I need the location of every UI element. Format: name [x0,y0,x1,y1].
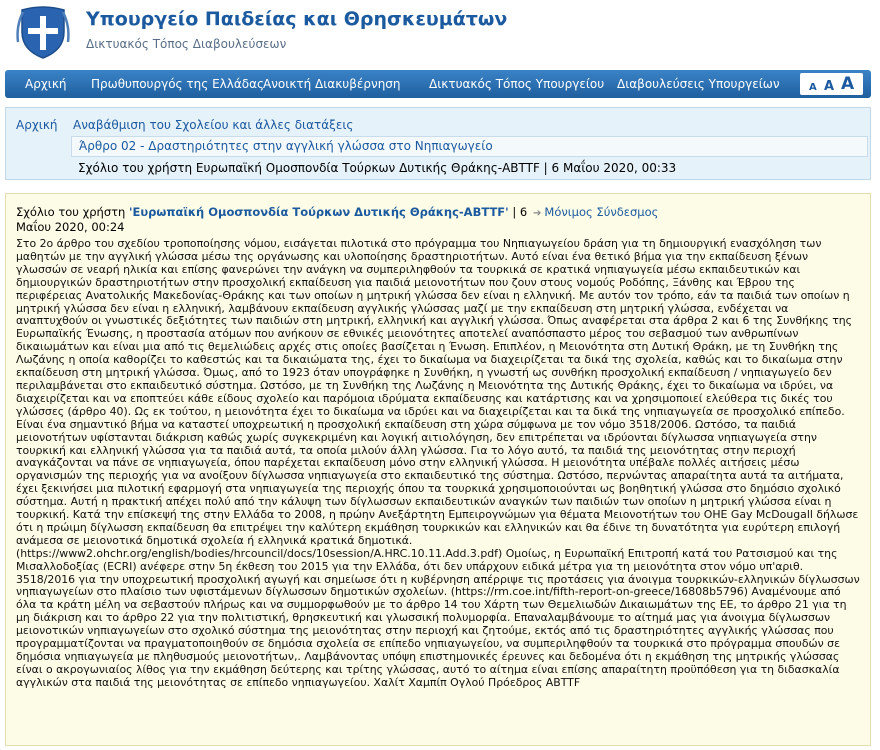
nav-open-government[interactable]: Ανοικτή Διακυβέρνηση [263,77,401,91]
breadcrumb-article-row [71,136,868,157]
site-title[interactable]: Υπουργείο Παιδείας και Θρησκευμάτων [86,8,508,30]
comment-prefix: Σχόλιο του χρήστη [16,205,129,219]
comment-panel [5,193,871,746]
comment-body: Στο 2ο άρθρο του σχεδίου τροποποίησης νόμου, εισάγεται πιλοτικά στο πρόγραμμα του Νηπιαγωγείου δράση για τη δημιουργική ενασχόληση των μαθητών με την αγγλική γλώσσα μέσω της οργάνωσης και υλοποίησης δραστηριοτήτων. Αυτό είναι ένα θετικό βήμα για την εκπαίδευση ξένων γλωσσών σε νεαρή ηλικία και επίσης φανερώνει την ανάγκη να συμπεριληφθούν τα τουρκικά σε κρατικά νηπιαγωγεία μέσω εκπαιδευτικών και δημιουργικών δραστηριοτήτων στην προσχολική εκπαίδευση για παιδιά μειονοτήτων που ζουν στους νομούς Ροδόπης, Ξάνθης και Έβρου της περιφέρειας Ανατολικής Μακεδονίας-Θράκης και των οποίων η μητρική γλώσσα δεν είναι η ελληνική. Με αυτόν τον τρόπο, εάν τα παιδιά των οποίων η μητρική γλώσσα δεν είναι η ελληνική, λαμβάνουν εκπαίδευση αγγλικής γλώσσας μαζί με την εκπαίδευση στη μητρική γλώσσα, ενδέχεται να αναπτυχθούν οι γνωστικές δεξιότητες των παιδιών στη μητρική, ελληνική και αγγλική γλώσσα. Όπως αναφέρεται στα άρθρα 2 και 6 της Συνθήκης της Ευρωπαϊκής Ένωσης, η προστασία ατόμων που ανήκουν σε εθνικές μειονότητες αποτελεί αναπόσπαστο μέρος του σεβασμού των ανθρωπίνων δικαιωμάτων και είναι μια από τις θεμελιώδεις αρχές στις οποίες βασίζεται η Ένωση. Επιπλέον, η Μειονότητα στη Δυτική Θράκη, με τη Συνθήκη της Λωζάνης η οποία καθορίζει το καθεστώς και τα δικαιώματα της, έχει το δικαίωμα να διαχειρίζεται τα δικά της σχολεία, καθώς και το δικαίωμα στην εκπαίδευση στη μητρική γλώσσα. Όμως, από το 1923 όταν υπογράφηκε η Συνθήκη, η γνωστή ως συνθήκη προσχολική εκπαίδευση / νηπιαγωγείο δεν περιλαμβάνεται στο εκπαιδευτικό σύστημα. Ωστόσο, με τη Συνθήκη της Λωζάνης η Μειονότητα της Δυτικής Θράκης, έχει το δικαίωμα να ιδρύει, να διαχειρίζεται και να εποπτεύει κάθε είδους σχολείο και παρόμοια ιδρύματα εκπαίδευσης και κατάρτισης και να χρησιμοποιεί ελεύθερα τις δικές του γλώσσες (άρθρο 40). Ως εκ τούτου, η μειονότητα έχει το δικαίωμα να ιδρύει και να διαχειρίζεται και τα δικά της νηπιαγωγεία σε προσχολικό επίπεδο. Είναι ένα σημαντικό βήμα να καταστεί υποχρεωτική η προσχολική εκπαίδευση στη χώρα σύμφωνα με τον νόμο 3518/2006. Ωστόσο, τα παιδιά μειονοτήτων υφίστανται διάκριση καθώς χωρίς συγκεκριμένη και λογική αιτιολόγηση, δεν επιτρέπεται να ιδρύονται δίγλωσσα νηπιαγωγεία στην τουρκική και ελληνική γλώσσα για τα παιδιά αυτά, τα οποία μιλούν άλλη γλώσσα. Για το λόγο αυτό, τα παιδιά της μειονότητας στην περιοχή αναγκάζονται να πάνε σε νηπιαγωγεία, όπου παρέχεται εκπαίδευση μόνο στην ελληνική γλώσσα. Η μειονότητα υπέβαλε πολλές αιτήσεις μέσω οργανισμών της περιοχής για να ανοίξουν δίγλωσσα νηπιαγωγεία στο εκπαιδευτικό της σύστημα. Ωστόσο, περνώντας απαραίτητα αυτά τα αιτήματα, έχει ξεκινήσει μια πιλοτική εφαρμογή στα νηπιαγωγεία της περιοχής όπου τα τουρκικά χρησιμοποιούνται ως βοηθητική γλώσσα στο δημόσιο σχολικό σύστημα. Αυτή η πρακτική απέχει πολύ από την κάλυψη των δίγλωσσων εκπαιδευτικών αναγκών των παιδιών των οποίων η μητρική γλώσσα είναι η τουρκική. Κατά την επίσκεψή της στην Ελλάδα το 2008, η πρώην Ανεξάρτητη Εμπειρογνώμων για θέματα Μειονοτήτων του ΟΗΕ Gay McDougall δήλωσε ότι η πρώιμη δίγλωσση εκπαίδευση θα επιτρέψει την καλύτερη εκμάθηση τουρκικών και ελληνικών και θα έδινε τη δυνατότητα για ευρύτερη επιλογή ανάμεσα σε μειονοτικά δημοτικά σχολεία ή ελληνικά κρατικά δημοτικά. (https://www2.ohchr.org/english/bodies/hrcouncil/docs/10session/A.HRC.10.11.Add.3.pdf) Ομοίως, η Ευρωπαϊκή Επιτροπή κατά του Ρατσισμού και της Μισαλλοδοξίας (ECRI) ανέφερε στην 5η έκθεση του 2015 για την Ελλάδα, ότι δεν υπάρχουν ειδικά μέτρα για τη μειονότητα στον νόμο υπ'αριθ. 3518/2016 για την υποχρεωτική προσχολική αγωγή και σημείωσε ότι η κυβέρνηση απέρριψε τις προτάσεις για άνοιγμα τουρκικών-ελληνικών δίγλωσσων νηπιαγωγείων στο πλαίσιο των υφιστάμενων δίγλωσσων δημοτικών σχολείων. (https://rm.coe.int/fifth-report-on-greece/16808b5796) Αναμένουμε από όλα τα κράτη μέλη να σεβαστούν πλήρως και να συμμορφωθούν με το άρθρο 14 του Χάρτη των Θεμελιωδών Δικαιωμάτων της ΕΕ, το άρθρο 21 για τη μη διάκριση και το άρθρο 22 για την πολιτιστική, θρησκευτική και γλωσσική πολυμορφία. Επαναλαμβάνουμε το αίτημά μας για άνοιγμα δίγλωσσων μειονοτικών νηπιαγωγείων στο σχολικό σύστημα της μειονότητας στην περιοχή και ζητούμε, εκτός από τις δραστηριότητες αγγλικής γλώσσας που προγραμματίζονται να πραγματοποιηθούν σε δημόσια σχολεία σε επίπεδο νηπιαγωγείου, να συμπεριληφθούν τα τουρκικά στο πρόγραμμα σπουδών σε δημόσια νηπιαγωγεία με πληθυσμούς μειονοτήτων,. Λαμβάνοντας υπόψη επιστημονικές έρευνες και δεδομένα ότι η εκμάθηση της μητρικής γλώσσας είναι ο ακρογωνιαίος λίθος για την εκμάθηση δεύτερης και τρίτης γλώσσας, αυτό το αίτημα είναι επίσης απαραίτητη προϋπόθεση για τη διδασκαλία αγγλικών στα παιδιά της μειονότητας σε επίπεδο νηπιαγωγείου. Χαλίτ Χαμπίπ Ογλού Πρόεδρος ABTTF [16,237,860,689]
nav-prime-minister[interactable]: Πρωθυπουργός της Ελλάδας [91,77,265,91]
permalink-label[interactable]: Μόνιμος Σύνδεσμος [544,205,659,219]
comment-author-link[interactable]: 'Ευρωπαϊκή Ομοσπονδία Τούρκων Δυτικής Θράκης-ABTTF' [129,205,509,219]
nav-home[interactable]: Αρχική [25,77,67,91]
font-size-large-button[interactable]: A [841,74,855,94]
breadcrumb-consultation[interactable]: Αναβάθμιση του Σχολείου και άλλες διατάξεις [73,118,354,132]
font-size-controls [800,73,863,95]
site-subtitle: Δικτυακός Τόπος Διαβουλεύσεων [86,37,287,51]
font-size-medium-button[interactable]: A [824,79,835,94]
comment-header [16,205,556,235]
comment-date: | 6 Μαΐου 2020, 00:24 [16,205,528,234]
breadcrumb-home[interactable]: Αρχική [16,118,58,132]
nav-ministry-consultations[interactable]: Διαβουλεύσεις Υπουργείων [617,77,780,91]
permalink[interactable] [533,205,658,219]
nav-ministry-website[interactable]: Δικτυακός Τόπος Υπουργείου [429,77,605,91]
breadcrumb-article[interactable]: Άρθρο 02 - Δραστηριότητες στην αγγλική γλώσσα στο Νηπιαγωγείο [79,139,493,153]
site-header [0,0,880,66]
main-navigation [5,70,871,98]
font-size-small-button[interactable]: A [809,82,817,93]
greek-coat-of-arms-icon [14,2,72,60]
link-icon: ➔ [533,208,542,219]
breadcrumb [5,107,871,180]
breadcrumb-current: Σχόλιο του χρήστη Ευρωπαϊκή Ομοσπονδία Τούρκων Δυτικής Θράκης-ABTTF | 6 Μαΐου 2020, 00:33 [78,161,677,175]
